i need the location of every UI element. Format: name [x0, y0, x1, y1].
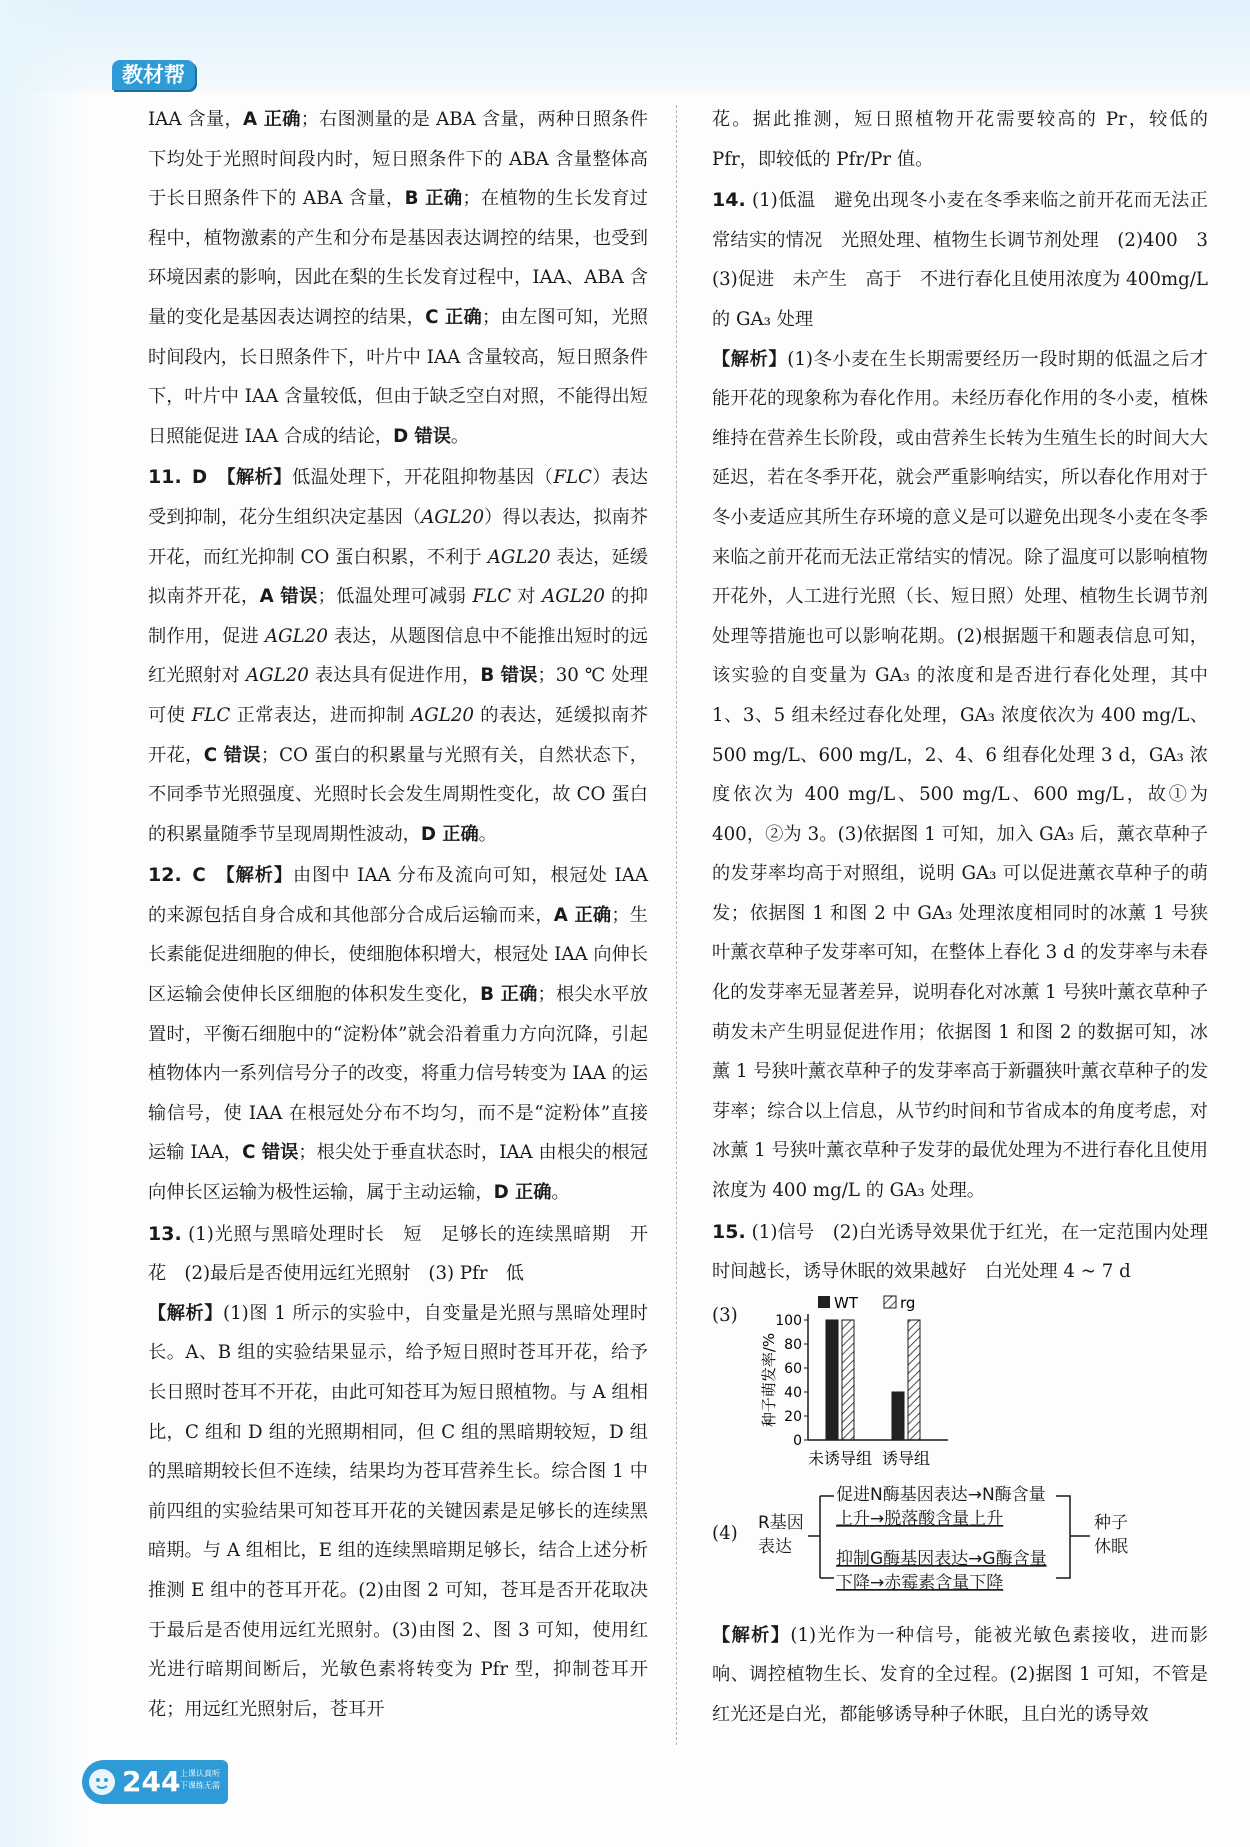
text: 表达，延缓拟南芥开花， [148, 546, 648, 608]
analysis-text: (1)图 1 所示的实验中，自变量是光照与黑暗处理时长。A、B 组的实验结果显示，给予短日照时苍耳开花，给予长日照时苍耳不开花，由此可知苍耳为短日照植物。与 A 组相比，C 组和 D 组的光照期相同，但 C 组的黑暗期较短，D 组的黑暗期较长但不连续，结果均为苍耳营养生长。综合图 1 中前四组的实验结果可知苍耳开花的关键因素是足够长的连续黑暗期。与 A 组相比，E 组的连续黑暗期足够长，结合上述分析推测 E 组中的苍耳开花。(2)由图 2 可知，苍耳是否开花取决于最后是否使用远红光照射。(3)由图 2、图 3 可知，使用红光进行暗期间断后，光敏色素将转变为 Pfr 型，抑制苍耳开花；用远红光照射后，苍耳开 [148, 1302, 648, 1720]
gene-name: AGL20 [421, 506, 485, 528]
text: ；生长素能促进细胞的伸长，使细胞体积增大，根冠处 IAA 向伸长区运输会使伸长区细胞的体积发生变化， [148, 904, 648, 1006]
text: 正常表达，进而抑制 [230, 704, 412, 726]
text: IAA 含量， [148, 109, 243, 130]
flow-end-1: 种子 [1094, 1512, 1128, 1533]
text: 低温处理下，开花阻抑物基因（ [291, 467, 554, 489]
part-label: (3) [712, 1304, 738, 1326]
answer: (1)信号 (2)白光诱导效果优于红光，在一定范围内处理时间越长，诱导休眠的效果越好 白光处理 4 ~ 7 d [712, 1221, 1208, 1283]
flow-down-2: 下降→赤霉素含量下降 [836, 1572, 1004, 1593]
y-tick-label: 80 [784, 1336, 802, 1353]
q14-analysis [712, 340, 1208, 1211]
brand-logo: 教材帮 [112, 60, 195, 90]
text: 。 [478, 823, 497, 845]
q13-analysis [148, 1294, 648, 1730]
q15-part4 [712, 1476, 1208, 1616]
q15-analysis [712, 1616, 1208, 1735]
q13 [148, 1215, 648, 1294]
verdict: C 错误 [242, 1142, 299, 1164]
text: ；根尖水平放置时，平衡石细胞中的“淀粉体”就会沿着重力方向沉降，引起植物体内一系列信号分子的改变，将重力信号转变为 IAA 的运输信号，使 IAA 在根冠处分布不均匀，而不是“淀粉体”直接运输 IAA， [148, 984, 648, 1164]
gene-name: AGL20 [487, 546, 551, 568]
y-tick-label: 0 [793, 1432, 802, 1449]
question-number: 13. [148, 1222, 182, 1245]
mascot-icon [86, 1766, 118, 1798]
text: 对 [511, 586, 543, 608]
question-number: 14. [712, 189, 746, 212]
text: 。 [450, 425, 470, 447]
q10-continuation [148, 100, 648, 456]
regulation-flow-diagram [756, 1476, 1176, 1606]
analysis-tag: 【解析】 [148, 1302, 223, 1324]
legend-label-WT: WT [834, 1293, 858, 1312]
q15 [712, 1213, 1208, 1292]
legend-swatch-WT [818, 1296, 830, 1308]
category-label: 未诱导组 [807, 1448, 873, 1468]
y-tick-label: 100 [775, 1312, 802, 1329]
verdict: D 正确 [420, 823, 479, 845]
text: ；由左图可知，光照时间段内，长日照条件下，叶片中 IAA 含量较高，短日照条件下，叶片中 IAA 含量较低，但由于缺乏空白对照，不能得出短日照能促进 IAA 合成的结论， [148, 306, 648, 447]
bar-rg [908, 1320, 920, 1440]
text: ；CO 蛋白的积累量与光照有关，自然状态下，不同季节光照强度、光照时长会发生周期性变化，故 CO 蛋白的积累量随季节呈现周期性波动， [148, 744, 648, 845]
analysis-tag: 【解析】 [217, 467, 292, 489]
q11 [148, 458, 648, 854]
question-number: 11. [148, 466, 182, 489]
bar-WT [826, 1320, 838, 1440]
text: 由图中 IAA 分布及流向可知，根冠处 IAA 的来源包括自身合成和其他部分合成后运输而来， [148, 865, 648, 926]
text: 表达，从题图信息中不能推出短时的远红光照射对 [148, 625, 648, 687]
answer: C [192, 865, 206, 887]
legend-label-rg: rg [900, 1293, 916, 1312]
analysis-tag: 【解析】 [216, 865, 294, 887]
text: 表达具有促进作用， [308, 665, 481, 687]
gene-name: AGL20 [245, 665, 309, 687]
gene-name: FLC [472, 586, 512, 608]
y-tick-label: 60 [784, 1360, 802, 1377]
flow-start-2: 表达 [758, 1536, 792, 1557]
right-bracket [1056, 1496, 1090, 1578]
answer: (1)光照与黑暗处理时长 短 足够长的连续黑暗期 开花 (2)最后是否使用远红光照射 (3) Pfr 低 [148, 1223, 648, 1285]
analysis-tag: 【解析】 [712, 348, 788, 370]
analysis-text: (1)光作为一种信号，能被光敏色素接收，进而影响、调控植物生长、发育的全过程。(2)据图 1 可知，不管是红光还是白光，都能够诱导种子休眠，且白光的诱导效 [712, 1624, 1208, 1725]
slogan-line-1: 上课认真听 [180, 1769, 220, 1778]
side-band [0, 0, 90, 1847]
answer: (1)低温 避免出现冬小麦在冬季来临之前开花而无法正常结实的情况 光照处理、植物生长调节剂处理 (2)400 3 (3)促进 未产生 高于 不进行春化且使用浓度为 400mg/L 的 GA₃ 处理 [712, 190, 1227, 330]
text: 的抑制作用，促进 [148, 586, 648, 647]
question-number: 12. [148, 864, 182, 887]
gene-name: FLC [191, 704, 231, 726]
text: 的表达，延缓拟南芥开花， [148, 704, 648, 766]
text: ；右图测量的是 ABA 含量，两种日照条件下均处于光照时间段内时，短日照条件下的 ABA 含量整体高于长日照条件下的 ABA 含量， [148, 109, 648, 210]
text: ；在植物的生长发育过程中，植物激素的产生和分布是基因表达调控的结果，也受到环境因素的影响，因此在梨的生长发育过程中，IAA、ABA 含量的变化是基因表达调控的结果， [148, 188, 648, 328]
bar-rg [842, 1320, 854, 1440]
flow-end-2: 休眠 [1094, 1536, 1128, 1557]
verdict: D 正确 [493, 1182, 552, 1204]
flow-up-1: 促进N酶基因表达→N酶含量 [836, 1484, 1046, 1505]
germination-bar-chart [762, 1290, 992, 1476]
column-divider [676, 105, 677, 1745]
verdict: C 错误 [203, 744, 261, 766]
y-axis-label: 种子萌发率/% [760, 1332, 778, 1427]
q13-continuation: 花。据此推测，短日照植物开花需要较高的 Pr，较低的 Pfr，即较低的 Pfr/Pr 值。 [712, 109, 1208, 170]
page-number: 244 [122, 1765, 181, 1798]
verdict: B 正确 [480, 984, 538, 1006]
verdict: D 错误 [393, 425, 451, 447]
footer-slogan [180, 1768, 220, 1792]
category-label: 诱导组 [881, 1448, 931, 1468]
verdict: B 错误 [480, 665, 538, 687]
q15-part3 [712, 1293, 1208, 1472]
gene-name: FLC [553, 467, 592, 489]
verdict: A 正确 [243, 109, 301, 130]
flow-up-2: 上升→脱落酸含量上升 [836, 1508, 1004, 1529]
text: ；根尖处于垂直状态时，IAA 由根尖的根冠向伸长区运输为极性运输，属于主动运输， [148, 1142, 648, 1204]
q12 [148, 856, 648, 1212]
verdict: A 错误 [259, 586, 318, 608]
text: ；低温处理可减弱 [317, 586, 473, 608]
text: 。 [551, 1182, 570, 1204]
verdict: C 正确 [425, 306, 483, 328]
slogan-line-2: 下课练无需 [180, 1781, 220, 1790]
verdict: B 正确 [404, 188, 463, 210]
text: ；30 ℃ 处理可使 [148, 665, 648, 726]
y-tick-label: 40 [784, 1384, 802, 1401]
left-column [148, 100, 648, 1729]
part-label: (4) [712, 1522, 738, 1544]
right-column [712, 100, 1227, 1735]
question-number: 15. [712, 1220, 746, 1243]
gene-name: AGL20 [265, 625, 328, 647]
text: ）得以表达，拟南芥开花，而红光抑制 CO 蛋白积累，不利于 [148, 506, 648, 568]
gene-name: AGL20 [542, 586, 605, 608]
gene-name: AGL20 [411, 704, 474, 726]
text: ）表达受到抑制，花分生组织决定基因（ [148, 467, 648, 528]
answer: D [191, 467, 208, 489]
left-bracket [808, 1496, 834, 1578]
y-tick-label: 20 [784, 1408, 802, 1425]
bar-WT [892, 1392, 904, 1440]
flow-start: R基因 [758, 1512, 804, 1533]
analysis-tag: 【解析】 [712, 1624, 791, 1646]
q14 [712, 181, 1227, 339]
analysis-text: (1)冬小麦在生长期需要经历一段时期的低温之后才能开花的现象称为春化作用。未经历春化作用的冬小麦，植株维持在营养生长阶段，或由营养生长转为生殖生长的时间大大延迟，若在冬季开花，就会严重影响结实，所以春化作用对于冬小麦适应其所生存环境的意义是可以避免出现冬小麦在冬季来临之前开花而无法正常结实的情况。除了温度可以影响植物开花外，人工进行光照（长、短日照）处理、植物生长调节剂处理等措施也可以影响花期。(2)根据题干和题表信息可知，该实验的自变量为 GA₃ 的浓度和是否进行春化处理，其中 1、3、5 组未经过春化处理，GA₃ 浓度依次为 400 mg/L、500 mg/L、600 mg/L，2、4、6 组春化处理 3 d，GA₃ 浓度依次为 400 mg/L、500 mg/L、600 mg/L，故①为 400，②为 3。(3)依据图 1 可知，加入 GA₃ 后，薰衣草种子的发芽率均高于对照组，说明 GA₃ 可以促进薰衣草种子的萌发；依据图 1 和图 2 中 GA₃ 处理浓度相同时的冰薰 1 号狭叶薰衣草种子发芽率可知，在整体上春化 3 d 的发芽率与未春化的发芽率无显著差异，说明春化对冰薰 1 号狭叶薰衣草种子萌发未产生明显促进作用；依据图 1 和图 2 的数据可知，冰薰 1 号狭叶薰衣草种子的发芽率高于新疆狭叶薰衣草种子的发芽率；综合以上信息，从节约时间和节省成本的角度考虑，对冰薰 1 号狭叶薰衣草种子发芽的最优处理为不进行春化且使用浓度为 400 mg/L 的 GA₃ 处理。 [712, 348, 1209, 1202]
flow-down-1: 抑制G酶基因表达→G酶含量 [836, 1548, 1047, 1569]
legend-swatch-rg [884, 1296, 896, 1308]
verdict: A 正确 [553, 904, 612, 926]
